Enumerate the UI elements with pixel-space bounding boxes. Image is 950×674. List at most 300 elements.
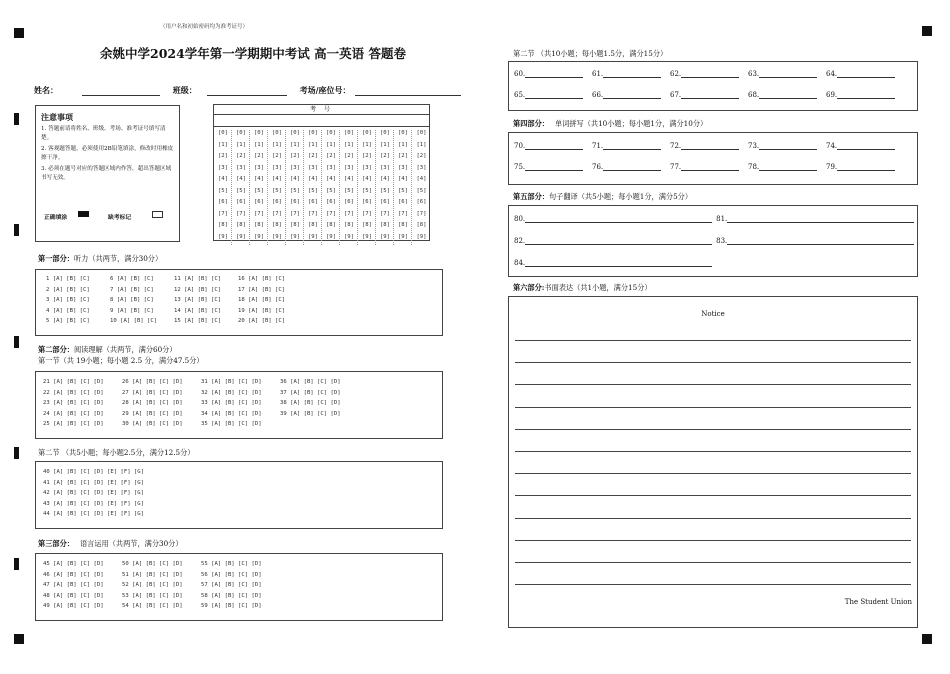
answer-option-group[interactable]: 46 [A] [B] [C] [D] [43,571,104,578]
part5-title [513,192,692,202]
answer-option-group[interactable]: 52 [A] [B] [C] [D] [122,582,183,588]
exam-id-bubble[interactable]: [0] [325,130,337,136]
exam-id-bubble[interactable]: [1] [235,141,247,148]
answer-option-group[interactable]: 28 [A] [B] [C] [D] [122,400,183,406]
part2-title [38,345,177,355]
exam-id-bubble[interactable]: [6] [235,199,247,205]
alignment-mark [922,634,932,644]
exam-id-bubble[interactable]: [6] [325,199,337,205]
answer-option-group[interactable]: 4 [A] [B] [C] [46,307,90,314]
fill-blank-item [514,163,583,171]
writing-line[interactable] [515,562,911,563]
answer-option-group[interactable]: 37 [A] [B] [C] [D] [280,389,341,396]
blank-answer-line[interactable] [759,170,817,171]
part2-label: 第二部分： [38,345,74,354]
blank-answer-line[interactable] [525,98,583,99]
exam-id-bubble[interactable]: [3] [397,164,409,171]
exam-id-bubble[interactable]: [8] [271,222,283,228]
translation-row [514,259,712,267]
exam-id-bubble[interactable]: [8] [253,222,265,228]
blank-answer-line[interactable] [525,149,583,150]
blank-answer-line[interactable] [603,98,661,99]
writing-line[interactable] [515,340,911,341]
answer-option-group[interactable]: 35 [A] [B] [C] [D] [201,421,262,427]
exam-id-bubble[interactable]: [5] [397,187,409,194]
exam-id-bubble[interactable]: [9] [343,233,355,240]
exam-id-bubble[interactable]: [3] [343,164,355,171]
name-field[interactable] [82,95,160,96]
alignment-mark [14,28,24,38]
exam-id-bubble[interactable]: [1] [397,141,409,148]
exam-id-bubble[interactable]: [0] [397,130,409,136]
fill-blank-item [670,70,739,78]
answer-option-group[interactable]: 1 [A] [B] [C] [46,276,90,282]
fill-blank-item [826,142,895,150]
answer-option-group[interactable]: 48 [A] [B] [C] [D] [43,592,104,599]
translation-number: 83. [716,237,728,245]
answer-option-group[interactable]: 25 [A] [B] [C] [D] [43,421,104,427]
exam-id-bubble[interactable]: [1] [325,141,337,148]
answer-option-group[interactable]: 41 [A] [B] [C] [D] [E] [F] [G] [43,479,145,486]
exam-id-bubble[interactable]: [8] [379,222,391,228]
exam-id-bubble[interactable]: [2] [235,153,247,159]
exam-id-bubble[interactable]: [2] [379,153,391,159]
exam-id-bubble[interactable]: [2] [325,153,337,159]
answer-option-group[interactable]: 19 [A] [B] [C] [238,307,286,314]
answer-option-group[interactable]: 30 [A] [B] [C] [D] [122,421,183,427]
exam-id-bubble[interactable]: [1] [271,141,283,148]
exam-id-bubble[interactable]: [0] [361,130,373,136]
blank-answer-line[interactable] [603,77,661,78]
exam-id-bubble[interactable]: [7] [253,210,265,217]
answer-option-group[interactable]: 12 [A] [B] [C] [174,286,222,293]
notice-item: 3. 必须在题号对应的答题区域内作答，超出答题区域书写无效。 [41,166,172,181]
answer-option-group[interactable]: 15 [A] [B] [C] [174,318,222,324]
exam-id-bubble[interactable]: [6] [217,199,229,205]
exam-id-bubble[interactable]: [0] [289,130,301,136]
alignment-mark [14,634,24,644]
exam-id-bubble[interactable]: [7] [217,210,229,217]
answer-option-group[interactable]: 38 [A] [B] [C] [D] [280,400,341,406]
fill-blank-item [670,163,739,171]
answer-option-group[interactable]: 24 [A] [B] [C] [D] [43,410,104,417]
answer-option-group[interactable]: 20 [A] [B] [C] [238,318,286,324]
exam-id-bubble[interactable]: [4] [253,176,265,182]
fill-blank-item [592,91,661,99]
exam-id-bubble[interactable]: [4] [235,176,247,182]
blank-answer-line[interactable] [603,149,661,150]
exam-id-bubble[interactable]: [6] [397,199,409,205]
blank-answer-line[interactable] [759,77,817,78]
exam-id-bubble[interactable]: [8] [397,222,409,228]
answer-option-group[interactable]: 13 [A] [B] [C] [174,297,222,303]
writing-line[interactable] [515,362,911,363]
exam-id-bubble[interactable]: [9] [416,233,427,240]
blank-number: 61. [592,70,604,78]
exam-id-bubble[interactable]: [0] [271,130,283,136]
exam-id-write-row[interactable] [214,115,429,127]
exam-id-bubble[interactable]: [9] [379,233,391,240]
exam-id-bubble[interactable]: [6] [416,199,427,205]
writing-line[interactable] [515,407,911,408]
part4-desc: 单词拼写（共10小题；每小题1分，满分10分） [554,119,708,128]
answer-option-group[interactable]: 31 [A] [B] [C] [D] [201,379,262,385]
exam-id-bubble[interactable]: [8] [235,222,247,228]
exam-id-bubble[interactable]: [9] [271,233,283,240]
timing-mark [14,224,19,236]
exam-id-bubble[interactable]: [6] [271,199,283,205]
exam-id-bubble[interactable]: [6] [379,199,391,205]
answer-option-group[interactable]: 14 [A] [B] [C] [174,307,222,314]
timing-mark [14,113,19,125]
writing-line[interactable] [515,384,911,385]
answer-option-group[interactable]: 49 [A] [B] [C] [D] [43,603,104,609]
part6-label: 第六部分: [513,283,545,292]
answer-option-group[interactable]: 6 [A] [B] [C] [110,276,154,282]
writing-line[interactable] [515,451,911,452]
exam-id-bubble[interactable]: [2] [217,153,229,159]
fill-blank-item [670,142,739,150]
blank-answer-line[interactable] [837,77,895,78]
part1-desc: 听力（共两节，满分30分） [73,254,163,263]
exam-id-bubble[interactable]: [1] [253,141,265,148]
blank-answer-line[interactable] [603,170,661,171]
answer-option-group[interactable]: 50 [A] [B] [C] [D] [122,561,183,567]
exam-id-bubble[interactable]: [0] [379,130,391,136]
exam-id-bubble[interactable]: [9] [235,233,247,240]
exam-id-column [359,130,376,245]
fill-blank-item [826,163,895,171]
answer-option-group[interactable]: 51 [A] [B] [C] [D] [122,571,183,578]
exam-id-bubble[interactable]: [6] [289,199,301,205]
exam-id-bubble[interactable]: [5] [307,187,319,194]
part1-label: 第一部分： [38,254,74,263]
exam-id-bubble[interactable]: [7] [416,210,427,217]
exam-id-bubble[interactable]: [2] [289,153,301,159]
exam-id-bubble[interactable]: [7] [397,210,409,217]
blank-answer-line[interactable] [837,170,895,171]
blank-number: 76. [592,163,604,171]
exam-id-bubble[interactable]: [1] [416,141,427,148]
exam-id-bubble[interactable]: [9] [307,233,319,240]
class-label: 班级： [172,85,197,95]
writing-line[interactable] [515,495,911,496]
exam-id-bubble[interactable]: [4] [379,176,391,182]
answer-option-group[interactable]: 58 [A] [B] [C] [D] [201,592,262,599]
answer-option-group[interactable]: 59 [A] [B] [C] [D] [201,603,262,609]
exam-id-bubble[interactable]: [4] [307,176,319,182]
answer-option-group[interactable]: 8 [A] [B] [C] [110,297,154,303]
notice-item: 2. 客观题答题，必须使用2B铅笔填涂，修改时用橡皮擦干净。 [41,146,174,161]
answer-option-group[interactable]: 29 [A] [B] [C] [D] [122,410,183,417]
exam-id-bubble[interactable]: [1] [289,141,301,148]
blank-answer-line[interactable] [525,77,583,78]
exam-id-bubble[interactable]: [9] [253,233,265,240]
blank-number: 62. [670,70,682,78]
exam-id-bubble[interactable]: [4] [325,176,337,182]
part5-desc: 句子翻译（共5小题；每小题1分，满分5分） [548,192,693,201]
exam-id-bubble[interactable]: [9] [217,233,229,240]
blank-number: 72. [670,142,682,150]
exam-id-bubble[interactable]: [7] [325,210,337,217]
answer-option-group[interactable]: 36 [A] [B] [C] [D] [280,379,341,385]
part6-title [513,283,652,293]
blank-answer-line[interactable] [759,149,817,150]
translation-row [514,215,914,223]
exam-id-bubble[interactable]: [3] [289,164,301,171]
answer-option-group[interactable]: 2 [A] [B] [C] [46,286,90,293]
student-info-row [34,85,461,96]
exam-id-bubble[interactable]: [8] [217,222,229,228]
room-field[interactable] [355,95,461,96]
exam-id-column [413,130,430,245]
answer-option-group[interactable]: 5 [A] [B] [C] [46,318,90,324]
blank-number: 71. [592,142,604,150]
exam-id-bubble[interactable]: [8] [289,222,301,228]
exam-id-bubble[interactable]: [0] [343,130,355,136]
exam-id-bubble[interactable]: [6] [253,199,265,205]
exam-id-bubble[interactable]: [9] [289,233,301,240]
exam-id-bubble[interactable]: [9] [361,233,373,240]
exam-id-column [233,130,250,245]
exam-id-bubble[interactable]: [5] [235,187,247,194]
exam-id-bubble[interactable]: [5] [343,187,355,194]
exam-id-bubble[interactable]: [0] [217,130,229,136]
exam-id-bubble[interactable]: [8] [416,222,427,228]
exam-id-column [305,130,322,245]
page-title: 余姚中学2024学年第一学期期中考试 高一英语 答题卷 [100,46,406,61]
absent-mark-label: 缺考标记 [108,215,132,221]
exam-id-bubble[interactable]: [7] [307,210,319,217]
answer-option-group[interactable]: 9 [A] [B] [C] [110,307,154,314]
exam-id-bubble[interactable]: [4] [343,176,355,182]
answer-option-group[interactable]: 43 [A] [B] [C] [D] [E] [F] [G] [43,500,145,507]
blank-number: 77. [670,163,682,171]
answer-option-group[interactable]: 21 [A] [B] [C] [D] [43,379,104,385]
exam-id-bubble[interactable]: [5] [253,187,265,194]
answer-option-group[interactable]: 17 [A] [B] [C] [238,286,286,293]
exam-id-column [395,130,412,245]
exam-id-bubble[interactable]: [1] [217,141,229,148]
exam-id-bubble[interactable]: [5] [416,187,427,194]
exam-id-bubble[interactable]: [7] [235,210,247,217]
blank-answer-line[interactable] [681,98,739,99]
translation-answer-line[interactable] [727,237,914,245]
exam-id-bubble[interactable]: [4] [217,176,229,182]
fill-blank-item [514,70,583,78]
answer-option-group[interactable]: 47 [A] [B] [C] [D] [43,582,104,588]
exam-id-bubble[interactable]: [4] [397,176,409,182]
blank-answer-line[interactable] [681,77,739,78]
part5-box [508,205,918,277]
answer-option-group[interactable]: 40 [A] [B] [C] [D] [E] [F] [G] [43,469,145,475]
answer-option-group[interactable]: 56 [A] [B] [C] [D] [201,571,262,578]
answer-option-group[interactable]: 57 [A] [B] [C] [D] [201,582,262,588]
exam-id-bubble[interactable]: [3] [307,164,319,171]
exam-id-bubble[interactable]: [6] [307,199,319,205]
blank-answer-line[interactable] [525,170,583,171]
answer-option-group[interactable]: 33 [A] [B] [C] [D] [201,400,262,406]
answer-option-group[interactable]: 11 [A] [B] [C] [174,276,222,282]
timing-mark [14,447,19,459]
answer-option-group[interactable]: 32 [A] [B] [C] [D] [201,389,262,396]
answer-option-group[interactable]: 45 [A] [B] [C] [D] [43,561,104,567]
part3-label: 第三部分： [38,539,74,548]
answer-option-group[interactable]: 10 [A] [B] [C] [110,318,158,324]
part3-sec2-box [508,61,918,111]
exam-id-column [377,130,394,245]
writing-line[interactable] [515,584,911,585]
exam-id-bubble[interactable]: [5] [379,187,391,194]
fill-blank-item [592,70,661,78]
name-label: 姓名： [34,85,58,95]
blank-answer-line[interactable] [837,98,895,99]
exam-id-bubble[interactable]: [5] [361,187,373,194]
part4-label: 第四部分： [513,119,549,128]
exam-id-column [341,130,358,245]
answer-option-group[interactable]: 54 [A] [B] [C] [D] [122,603,183,609]
exam-id-grid [213,104,430,241]
translation-row [514,237,914,245]
answer-option-group[interactable]: 22 [A] [B] [C] [D] [43,389,104,396]
exam-id-bubble[interactable]: [7] [289,210,301,217]
translation-number: 80. [514,215,526,223]
writing-line[interactable] [515,518,911,519]
writing-line[interactable] [515,429,911,430]
exam-id-bubble[interactable]: [3] [253,164,265,171]
blank-number: 69. [826,91,838,99]
absent-mark-checkbox[interactable] [152,211,163,218]
class-field[interactable] [207,95,287,96]
exam-id-bubble[interactable]: [3] [217,164,229,171]
exam-id-bubble[interactable]: [5] [289,187,301,194]
part3-sec2-title: 第二节 （共10小题；每小题1.5分，满分15分） [513,49,668,58]
part4-title [513,119,707,129]
exam-id-bubble[interactable]: [9] [325,233,337,240]
part5-label: 第五部分： [513,192,549,201]
exam-id-bubble[interactable]: [5] [217,187,229,194]
exam-id-bubble[interactable]: [1] [361,141,373,148]
answer-option-group[interactable]: 26 [A] [B] [C] [D] [122,379,183,385]
fill-blank-item [514,142,583,150]
translation-answer-line[interactable] [525,237,712,245]
exam-id-bubble[interactable]: [8] [307,222,319,228]
blank-number: 67. [670,91,682,99]
answer-option-group[interactable]: 18 [A] [B] [C] [238,297,286,303]
exam-id-bubble[interactable]: [5] [271,187,283,194]
fill-blank-item [748,70,817,78]
blank-answer-line[interactable] [759,98,817,99]
blank-answer-line[interactable] [681,170,739,171]
answer-option-group[interactable]: 23 [A] [B] [C] [D] [43,400,104,406]
exam-id-bubble[interactable]: [7] [343,210,355,217]
answer-option-group[interactable]: 42 [A] [B] [C] [D] [E] [F] [G] [43,490,145,496]
answer-option-group[interactable]: 34 [A] [B] [C] [D] [201,410,262,417]
part1-title [38,254,162,264]
exam-id-bubble[interactable]: [6] [343,199,355,205]
translation-answer-line[interactable] [525,215,712,223]
writing-line[interactable] [515,540,911,541]
exam-id-bubble[interactable]: [0] [253,130,265,136]
exam-id-bubble[interactable]: [2] [361,153,373,159]
exam-id-bubble[interactable]: [3] [325,164,337,171]
exam-id-bubble[interactable]: [8] [325,222,337,228]
translation-number: 84. [514,259,526,267]
blank-number: 78. [748,163,760,171]
exam-id-bubble[interactable]: [7] [361,210,373,217]
answer-option-group[interactable]: 53 [A] [B] [C] [D] [122,592,183,599]
exam-id-bubble[interactable]: [2] [307,153,319,159]
exam-id-bubble[interactable]: [1] [307,141,319,148]
part3-desc: 语言运用（共两节，满分30分） [79,539,183,548]
exam-id-column [215,130,232,245]
exam-id-bubble[interactable]: [3] [416,164,427,171]
exam-id-bubble[interactable]: [9] [397,233,409,240]
exam-id-bubble[interactable]: [3] [379,164,391,171]
exam-id-bubble[interactable]: [0] [416,130,427,136]
part2-sec1-title: 第一节（共 19小题；每小题 2.5 分，满分47.5分） [38,356,204,365]
answer-option-group[interactable]: 55 [A] [B] [C] [D] [201,561,262,567]
exam-id-bubble[interactable]: [2] [253,153,265,159]
fill-blank-item [670,91,739,99]
exam-id-bubble[interactable]: [2] [343,153,355,159]
exam-id-bubble[interactable]: [4] [271,176,283,182]
blank-answer-line[interactable] [837,149,895,150]
exam-id-bubble[interactable]: [2] [416,153,427,159]
answer-option-group[interactable]: 16 [A] [B] [C] [238,276,286,282]
answer-option-group[interactable]: 3 [A] [B] [C] [46,297,90,303]
answer-option-group[interactable]: 27 [A] [B] [C] [D] [122,389,183,396]
writing-line[interactable] [515,473,911,474]
exam-id-bubble[interactable]: [0] [307,130,319,136]
blank-answer-line[interactable] [681,149,739,150]
fill-blank-item [748,91,817,99]
exam-id-bubble[interactable]: [6] [361,199,373,205]
exam-id-column [323,130,340,245]
exam-id-bubble[interactable]: [4] [289,176,301,182]
exam-id-bubble[interactable]: [3] [235,164,247,171]
answer-option-group[interactable]: 7 [A] [B] [C] [110,286,154,293]
exam-id-bubble[interactable]: [7] [271,210,283,217]
translation-answer-line[interactable] [727,215,914,223]
exam-id-bubble[interactable]: [4] [361,176,373,182]
exam-id-header: 考 号 [214,105,429,115]
part3-title [38,539,183,549]
translation-answer-line[interactable] [525,259,712,267]
exam-id-bubble[interactable]: [1] [379,141,391,148]
exam-id-column [269,130,286,245]
exam-id-bubble[interactable]: [2] [397,153,409,159]
exam-id-bubble[interactable]: [8] [361,222,373,228]
part6-box [508,296,918,628]
exam-id-column [251,130,268,245]
exam-id-bubble[interactable]: [3] [271,164,283,171]
exam-id-bubble[interactable]: [3] [361,164,373,171]
exam-id-bubble[interactable]: [5] [325,187,337,194]
exam-id-bubble[interactable]: [2] [271,153,283,159]
exam-id-bubble[interactable]: [7] [379,210,391,217]
notice-title: 注意事项 [41,112,73,122]
answer-option-group[interactable]: 39 [A] [B] [C] [D] [280,410,341,417]
exam-id-bubble[interactable]: [4] [416,176,427,182]
answer-option-group[interactable]: 44 [A] [B] [C] [D] [E] [F] [G] [43,511,145,517]
exam-id-bubble[interactable]: [0] [235,130,247,136]
exam-id-bubble[interactable]: [8] [343,222,355,228]
exam-id-bubble[interactable]: [1] [343,141,355,148]
fill-blank-item [748,163,817,171]
blank-number: 65. [514,91,526,99]
room-label: 考场/座位号： [299,85,351,95]
